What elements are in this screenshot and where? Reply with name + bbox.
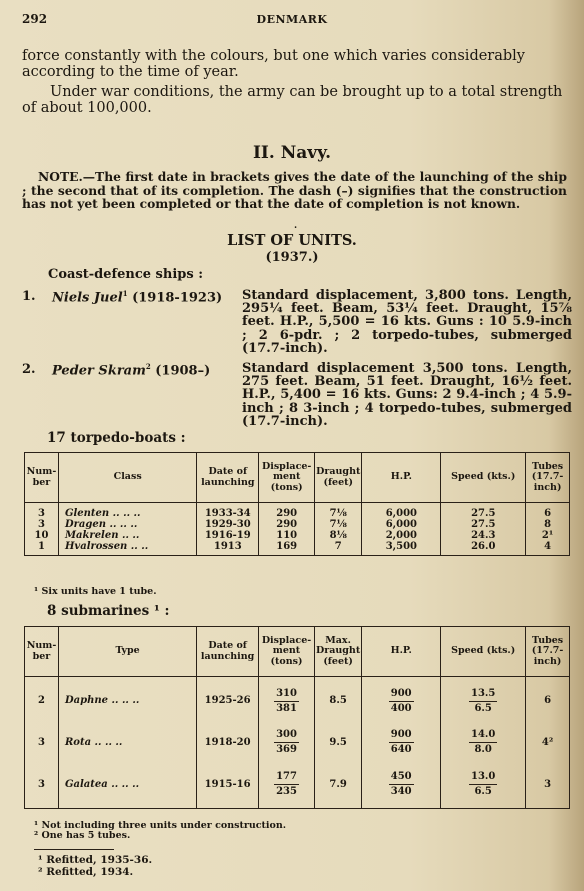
ship-number: 1.	[22, 289, 36, 304]
column-header: Speed (kts.)	[441, 627, 526, 677]
ship-number: 2.	[22, 362, 36, 377]
fraction	[469, 770, 497, 799]
table-cell: Hvalrossen .. ..	[58, 541, 196, 556]
intro-paragraph-2: Under war conditions, the army can be brought up to a total strength of about 100,000.	[22, 84, 563, 116]
submarine-footnote-2: ² One has 5 tubes.	[34, 830, 131, 841]
surface-value: 310	[274, 687, 299, 702]
running-header	[22, 12, 562, 28]
table-cell: 4²	[526, 721, 570, 765]
table-cell: 7⅛	[315, 519, 362, 530]
table-cell: 6,000	[362, 519, 441, 530]
surface-value: 300	[274, 728, 299, 743]
submerged-value: 6.5	[474, 702, 492, 714]
table-cell: 4	[526, 541, 570, 556]
table-cell: Dragen .. .. ..	[58, 519, 196, 530]
page-footnote-2: ² Refitted, 1934.	[38, 866, 134, 878]
table-cell	[259, 721, 315, 765]
submerged-value: 369	[276, 744, 297, 755]
surface-value: 450	[389, 770, 414, 785]
table-row	[25, 541, 570, 556]
ship-footnote-mark: 2	[145, 362, 151, 371]
table-cell: 6,000	[362, 503, 441, 520]
table-cell: 7.9	[314, 765, 361, 809]
list-heading: LIST OF UNITS.	[227, 232, 357, 249]
table-cell	[441, 765, 526, 809]
table-cell: 7⅛	[315, 503, 362, 520]
table-cell	[441, 721, 526, 765]
ship-name-text: Peder Skram	[52, 363, 146, 379]
running-title: DENMARK	[256, 13, 328, 26]
table-cell: 2	[25, 677, 59, 721]
table-cell: Rota .. .. ..	[58, 721, 196, 765]
table-cell: 8⅛	[315, 530, 362, 541]
table-cell: 9.5	[314, 721, 361, 765]
table-cell	[259, 677, 315, 721]
fraction	[389, 728, 414, 757]
table-cell: 290	[259, 519, 315, 530]
table-cell: 1918-20	[197, 721, 259, 765]
table-row	[25, 530, 570, 541]
column-header: H.P.	[362, 627, 441, 677]
table-cell: 3	[526, 765, 570, 809]
note-paragraph: NOTE.—The first date in brackets gives the date of the launching of the ship ; the second that of its completion. The dash (–) signifies that the construction has not yet been completed or that the date of completion is not known.	[22, 169, 567, 211]
table-cell: 1916-19	[197, 530, 259, 541]
table-cell: 6	[526, 503, 570, 520]
table-cell: 26.0	[441, 541, 526, 556]
coast-defence-heading: Coast-defence ships :	[48, 267, 203, 282]
table-row	[25, 503, 570, 520]
submerged-value: 235	[276, 786, 297, 798]
table-cell: 3	[25, 503, 59, 520]
table-row	[25, 677, 570, 721]
table-cell: Galatea .. .. ..	[58, 765, 196, 809]
ship-description: Standard displacement 3,500 tons. Length, 275 feet. Beam, 51 feet. Draught, 16½ feet. H.P., 5,400 = 16 kts. Guns: 2 9.4-inch ; 4 5.9-inch ; 8 3-inch ; 4 torpedo-tubes, submerged (17.7-inch).	[242, 361, 572, 429]
surface-value: 14.0	[469, 728, 497, 743]
fraction	[389, 770, 414, 799]
fraction	[389, 687, 414, 716]
table-cell: 10	[25, 530, 59, 541]
table-cell: 1915-16	[197, 765, 259, 809]
table-cell	[362, 765, 441, 809]
table-cell: 1	[25, 541, 59, 556]
footnote-rule	[34, 849, 114, 850]
column-header: Tubes (17.7-inch)	[526, 453, 570, 503]
page-footnote-1: ¹ Refitted, 1935-36.	[38, 854, 153, 866]
torpedo-footnote: ¹ Six units have 1 tube.	[34, 586, 157, 597]
submerged-value: 8.0	[474, 744, 492, 755]
submerged-value: 6.5	[474, 786, 492, 798]
table-cell: Makrelen .. ..	[58, 530, 196, 541]
submarine-footnote-1: ¹ Not including three units under construction.	[34, 820, 287, 831]
submerged-value: 640	[390, 744, 412, 755]
table-cell: 6	[526, 677, 570, 721]
list-year: (1937.)	[265, 250, 319, 265]
table-cell: Daphne .. .. ..	[58, 677, 196, 721]
table-header-row	[25, 627, 570, 677]
table-row	[25, 721, 570, 765]
fraction	[469, 687, 497, 716]
table-cell	[362, 721, 441, 765]
table-cell: 110	[259, 530, 315, 541]
table-row	[25, 765, 570, 809]
ship-dates: (1908–)	[155, 363, 211, 379]
submarines-heading: 8 submarines ¹ :	[47, 603, 170, 619]
surface-value: 177	[274, 770, 299, 785]
table-row	[25, 519, 570, 530]
column-header: Class	[58, 453, 196, 503]
column-header: Draught (feet)	[315, 453, 362, 503]
table-cell: 3	[25, 721, 59, 765]
intro-paragraph-1: force constantly with the colours, but one which varies considerably according to the time of year.	[22, 48, 525, 80]
submarines-table	[24, 626, 570, 809]
torpedo-boats-table	[24, 452, 570, 556]
column-header: Displace-ment (tons)	[259, 627, 315, 677]
table-cell: 2¹	[526, 530, 570, 541]
column-header: Date of launching	[197, 627, 259, 677]
ship-name-text: Niels Juel	[52, 290, 123, 306]
column-header: Date of launching	[197, 453, 259, 503]
table-cell: 27.5	[441, 503, 526, 520]
ship-name	[52, 289, 222, 305]
fraction	[274, 770, 299, 799]
table-cell: 3	[25, 519, 59, 530]
table-cell: 8	[526, 519, 570, 530]
table-cell: 1913	[197, 541, 259, 556]
surface-value: 13.5	[469, 687, 497, 702]
table-cell: 8.5	[314, 677, 361, 721]
ship-footnote-mark: 1	[122, 289, 128, 298]
ship-name	[52, 362, 210, 378]
stray-mark: .	[294, 221, 298, 231]
column-header: Displace-ment (tons)	[259, 453, 315, 503]
column-header: Num-ber	[25, 627, 59, 677]
table-cell: 2,000	[362, 530, 441, 541]
table-cell	[362, 677, 441, 721]
table-cell: 169	[259, 541, 315, 556]
fraction	[469, 728, 497, 757]
navy-heading: II. Navy.	[252, 143, 332, 163]
table-cell: 27.5	[441, 519, 526, 530]
table-cell	[441, 677, 526, 721]
fraction	[274, 687, 299, 716]
submerged-value: 400	[390, 702, 412, 714]
page-number: 292	[22, 12, 48, 26]
submerged-value: 381	[276, 702, 297, 714]
submerged-value: 340	[390, 786, 412, 798]
surface-value: 900	[389, 728, 414, 743]
column-header: Max. Draught (feet)	[314, 627, 361, 677]
table-header-row	[25, 453, 570, 503]
column-header: Tubes (17.7-inch)	[526, 627, 570, 677]
fraction	[274, 728, 299, 757]
ship-dates: (1918-1923)	[132, 290, 223, 306]
column-header: Speed (kts.)	[441, 453, 526, 503]
torpedo-boats-heading: 17 torpedo-boats :	[47, 430, 186, 446]
column-header: H.P.	[362, 453, 441, 503]
table-cell: 1933-34	[197, 503, 259, 520]
column-header: Num-ber	[25, 453, 59, 503]
table-cell: 7	[315, 541, 362, 556]
surface-value: 900	[389, 687, 414, 702]
table-cell: 3	[25, 765, 59, 809]
surface-value: 13.0	[469, 770, 497, 785]
table-cell: 290	[259, 503, 315, 520]
table-cell	[259, 765, 315, 809]
table-cell: Glenten .. .. ..	[58, 503, 196, 520]
table-cell: 24.3	[441, 530, 526, 541]
column-header: Type	[58, 627, 196, 677]
table-cell: 3,500	[362, 541, 441, 556]
table-cell: 1929-30	[197, 519, 259, 530]
table-cell: 1925-26	[197, 677, 259, 721]
ship-description: Standard displacement, 3,800 tons. Length, 295¼ feet. Beam, 53¼ feet. Draught, 15⅞ feet. H.P., 5,500 = 16 kts. Guns : 10 5.9-inch ; 2 6-pdr. ; 2 torpedo-tubes, submerged (17.7-inch).	[242, 288, 572, 356]
